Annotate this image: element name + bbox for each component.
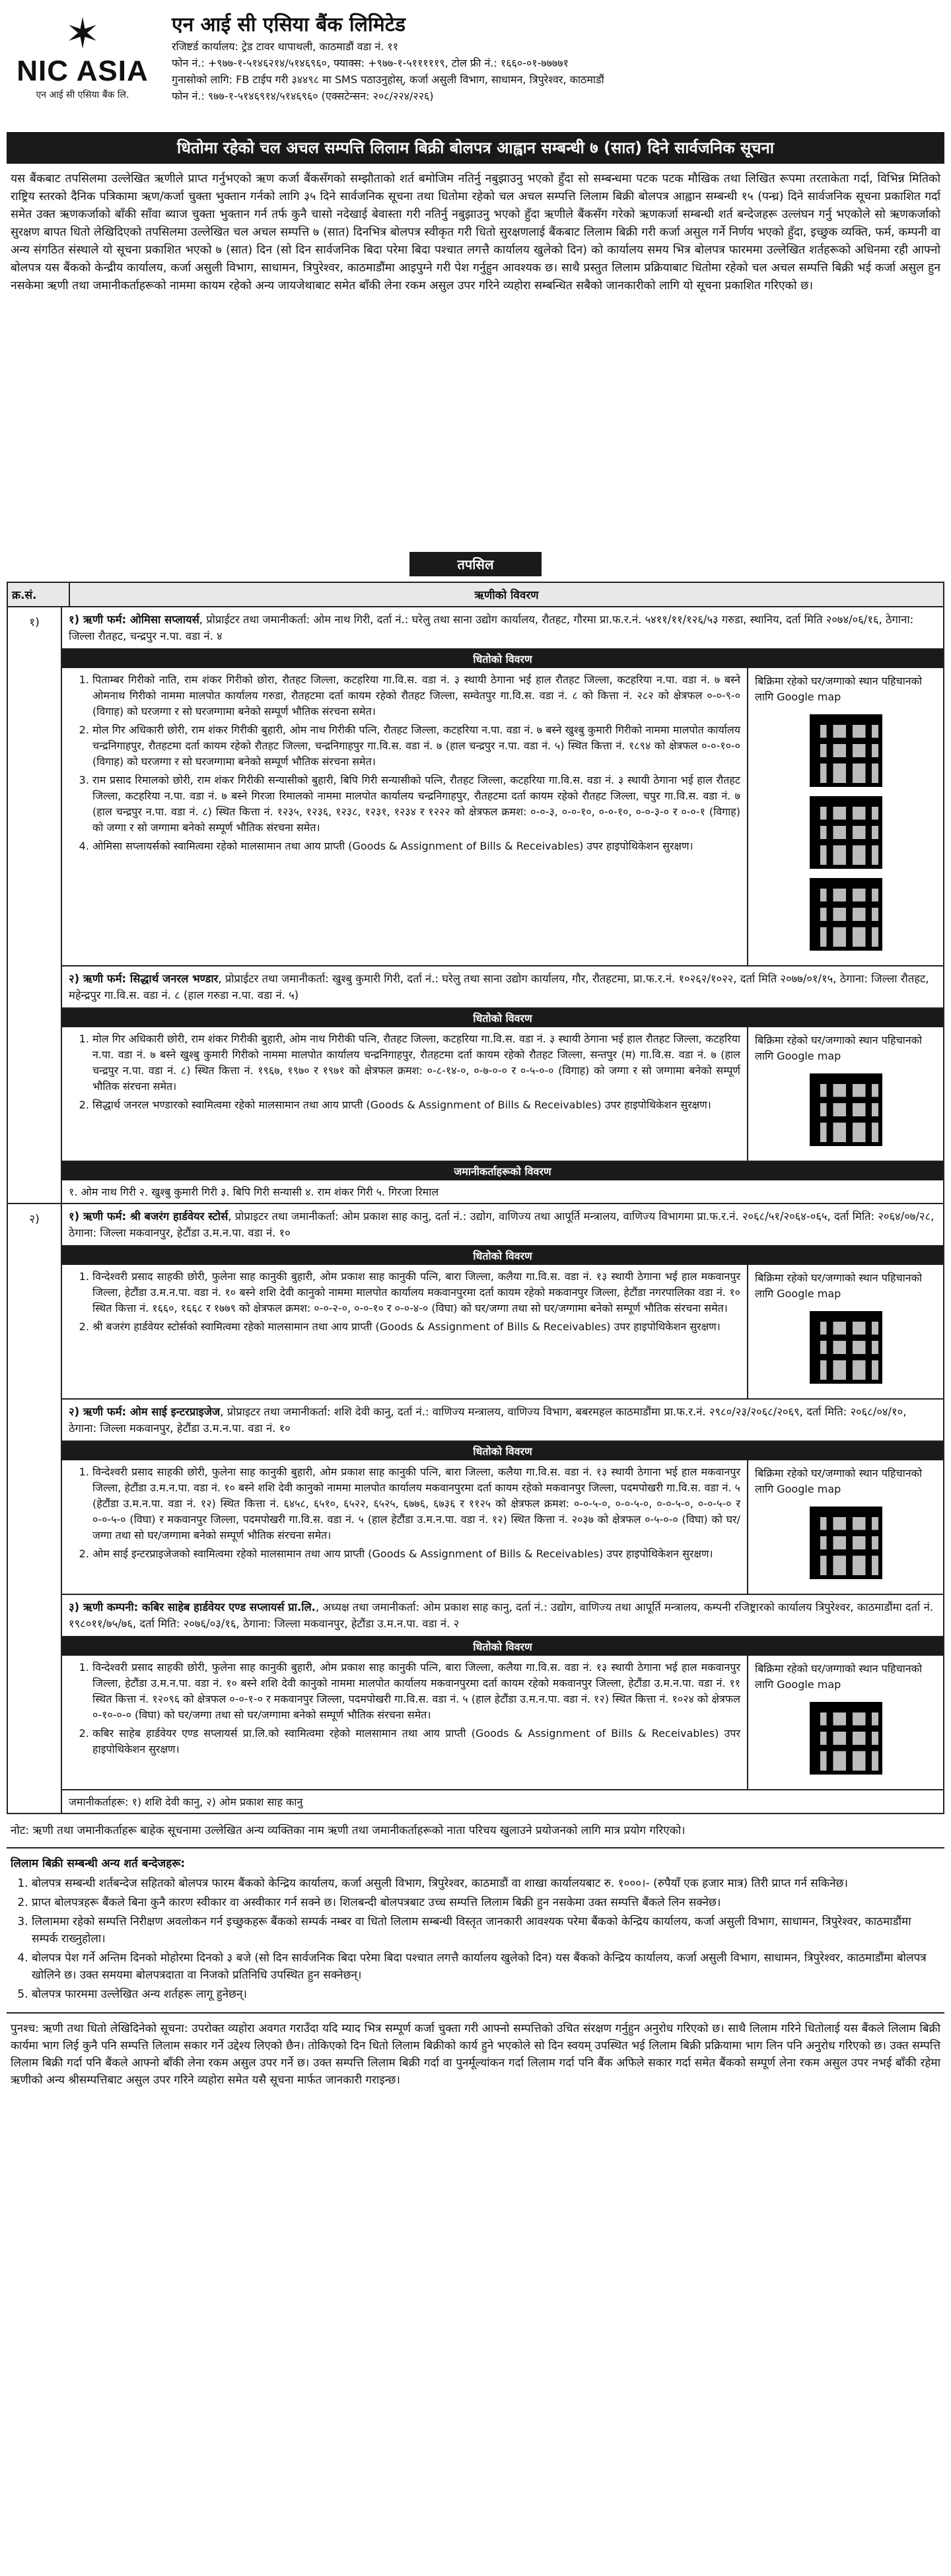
guarantor-list: जमानीकर्ताहरू: १) शशि देवी कानु, २) ओम प्रकाश साह कानु [69,1796,303,1808]
logo-text: NIC ASIA [17,55,149,87]
qr-code-icon[interactable] [810,796,882,869]
borrower-info: १) ऋणी फर्म: श्री बजरंग हार्डवेयर स्टोर्स, प्रोप्राइटर तथा जमानीकर्ता: ओम प्रकाश साह कानु, दर्ता नं.: उद्योग, वाणिज्य तथा आपूर्ति मन्त्रालय, वाणिज्य विभागमा प्रा.फ.र.नं. २०६८/५१/२०६४-०६५, दर्ता मिति: २०६४/०७/२८, ठेगाना: जिल्ला मकवानपुर, हेटौंडा उ.म.न.पा. वडा नं. १० [62,1204,943,1246]
borrower-info: २) ऋणी फर्म: सिद्धार्थ जनरल भण्डार, प्रोप्राईटर तथा जमानीकर्ता: खुश्बु कुमारी गिरी, दर्ता नं.: घरेलु तथा साना उद्योग कार्यालय, गौर, रौतहटमा, प्रा.फ.र.नं. १०२६२/१०२२, दर्ता मिति २०७७/०१/१५, ठेगाना: जिल्ला रौतहट, महेन्द्रपुर गा.वि.स. वडा नं. ८ (हाल गरुडा न.पा. वडा नं. ५) [62,966,943,1009]
bank-name: एन आई सी एसिया बैंक लिमिटेड [172,13,405,36]
collateral-item: 1. मोल गिर अधिकारी छोरी, राम शंकर गिरीकी बुहारी, ओम नाथ गिरीकी पत्नि, रौतहट जिल्ला, कटहरिया गा.वि.स. वडा नं. ३ स्थायी ठेगाना भई हाल रौतहट जिल्ला, कटहरिया न.पा. वडा नं. ७ बस्ने खुश्बु कुमारी गिरीको नाममा मालपोत कार्यालय चन्द्रनिगाहपुर, रौतहटमा दर्ता कायम रहेको रौतहट जिल्ला, सन्तपुर (म) गा.वि.स. वडा नं. ७ (हाल चन्द्रपुर न.पा. वडा नं. ८) स्थित कित्ता नं. १९६७, १९७० र १९७१ को क्षेत्रफल क्रमश: ०-८-१४-०, ०-७-०-० र ०-५-०-० (विगाह) को जग्गा र सो जग्गामा बनेको सम्पूर्ण भौतिक संरचना समेत। [92,1031,740,1095]
qr-code-icon[interactable] [810,1702,882,1775]
intro-paragraph: यस बैंकबाट तपसिलमा उल्लेखित ऋणीले प्राप्त गर्नुभएको ऋण कर्जा बैंकसँगको सम्झौताको शर्त बमोजिम नतिर्नु नबुझाउनु भएको हुँदा सो सम्बन्धमा पटक पटक मौखिक तथा लिखित रूपमा तरताकेता गर्दा, विभिन्न मितिको राष्ट्रिय स्तरको दैनिक पत्रिकामा ऋण/कर्जा चुक्ता भुक्तान गर्नको लागि ३५ दिने सार्वजनिक सूचना तथा धितोमा रहेको चल अचल सम्पत्ति लिलाम बिक्री बोलपत्र आह्वान सम्बन्धी १५ (पन्ध्र) दिने सार्वजनिक सूचना प्रकाशित गर्दा समेत उक्त ऋणकर्जाको बाँकी साँवा ब्याज चुक्ता भुक्तान गर्न तर्फ कुनै चासो नदेखाई बेवास्ता गरी नतिर्नु नबुझाउनु भएको हुँदा ऋणीले बैंकसँग गरेको ऋणकर्जा सम्बन्धी शर्त बन्देजहरू उल्लंघन गर्नु भएकोले सो ऋणकर्जाको सुरक्षण बापत धितो लेखिदिएको तपसिलमा उल्लेखित चल अचल सम्पत्ति ७ (सात) दिनभित्र बोलपत्र स्वीकृत गरी धितो सुरक्षणलाई बैंकबाट लिलाम बिक्री गरी कर्जा असुल गर्ने निर्णय भएको हुँदा, इच्छुक व्यक्ति, फर्म, कम्पनी वा अन्य संगठित संस्थाले यो सूचना प्रकाशित भएको ७ (सात) दिन (सो दिन सार्वजनिक बिदा परेमा बिदा पश्चात लगत्तै कार्यालय खुलेको दिन) को कार्यालय समय भित्र बोलपत्र फारममा उल्लेखित शर्तहरूको अधिनमा रही आफ्नो बोलपत्र यस बैंकको केन्द्रीय कार्यालय, कर्जा असुली विभाग, साधामन, त्रिपुरेश्वर, काठमाडौंमा आइपुग्ने गरी पेश गर्नुहुन आवश्यक छ। साथै प्रस्तुत लिलाम प्रक्रियाबाट धितोमा रहेको चल अचल सम्पत्ति बिक्री भई कर्जा असुल हुन नसकेमा ऋणी तथा जमानीकर्ताहरूको नाममा कायम रहेको अन्य जायजेथाबाट समेत बाँकी लेना रकम असुल उपर गरिने व्यहोरा सम्बन्धित सबैको जानकारीको लागि यो सूचना प्रकाशित गरिएको छ। [11,172,940,292]
collateral-section [62,1460,943,1595]
borrower-info: ३) ऋणी कम्पनी: कबिर साहेब हार्डवेयर एण्ड सप्लायर्स प्रा.लि., अध्यक्ष तथा जमानीकर्ता: ओम प्रकाश साह कानु, दर्ता नं.: उद्योग, वाणिज्य तथा आपूर्ति मन्त्रालय, कम्पनी रजिष्ट्रारको कार्यालय त्रिपुरेश्वर, काठमाडौंमा दर्ता नं. १९८०११/७५/७६, दर्ता मिति: २०७६/०३/१६, ठेगाना: जिल्ला मकवानपुर, हेटौंडा उ.म.न.पा. वडा नं. २ [62,1595,943,1637]
borrower-info: २) ऋणी फर्म: ओम साई इन्टरप्राइजेज, प्रोप्राइटर तथा जमानीकर्ता: शशि देवी कानु, दर्ता नं.: वाणिज्य मन्त्रालय, वाणिज्य विभाग, बबरमहल काठमाडौंमा प्रा.फ.र.नं. २९८०/२३/२०६८/२०६९, दर्ता मिति: २०६८/०४/१०, ठेगाना: जिल्ला मकवानपुर, हेटौंडा उ.म.न.पा. वडा नं. १० [62,1400,943,1442]
term-item: 5. बोलपत्र फारममा उल्लेखित अन्य शर्तहरू लागू हुनेछन्। [32,1986,940,2003]
borrower-detail: प्रोप्राईटर तथा जमानीकर्ता: खुश्बु कुमारी गिरी, दर्ता नं.: घरेलु तथा साना उद्योग कार्यालय, गौर, रौतहटमा, प्रा.फ.र.नं. १०२६२/१०२२, दर्ता मिति २०७७/०१/१५, ठेगाना: जिल्ला रौतहट, महेन्द्रपुर गा.वि.स. वडा नं. ८ (हाल गरुडा न.पा. वडा नं. ५) [69,972,929,1001]
collateral-item: 4. ओमिसा सप्लायर्सको स्वामित्वमा रहेको मालसामान तथा आय प्राप्ती (Goods & Assignment of Bills & Receivables) उपर हाइपोथिकेशन सुरक्षण। [92,838,740,854]
map-panel [748,1656,943,1789]
borrower-detail: प्रोप्राइटर तथा जमानीकर्ता: ओम प्रकाश साह कानु, दर्ता नं.: उद्योग, वाणिज्य तथा आपूर्ति मन्त्रालय, वाणिज्य विभागमा प्रा.फ.र.नं. २०६८/५१/२०६४-०६५, दर्ता मिति: २०६४/०७/२८, ठेगाना: जिल्ला मकवानपुर, हेटौंडा उ.म.न.पा. वडा नं. १० [69,1210,934,1239]
map-label: बिक्रिमा रहेको घर/जग्गाको स्थान पहिचानको लागि Google map [755,1271,923,1300]
term-item: 1. बोलपत्र सम्बन्धी शर्तबन्देज सहितको बोलपत्र फारम बैंकको केन्द्रिय कार्यालय, कर्जा असुली विभाग, त्रिपुरेश्वर, काठमाडौं वा शाखा कार्यालयबाट रु. १०००।- (रुपैयाँ एक हजार मात्र) तिरी प्राप्त गर्न सकिनेछ। [32,1875,940,1892]
tapasil-label: तपसिल [409,552,542,576]
qr-code-icon[interactable] [810,1507,882,1579]
borrower-name: १) ऋणी फर्म: श्री बजरंग हार्डवेयर स्टोर्स [69,1210,229,1223]
punascha-paragraph: पुनश्च: ऋणी तथा धितो लेखिदिनेको सूचना: उपरोक्त व्यहोरा अवगत गराउँदा यदि म्याद भित्र सम्पूर्ण कर्जा चुक्ता गरी आफ्नो सम्पत्तिको उचित संरक्षण गर्नुहुन अनुरोध गरिएको छ। साथै लिलाम गरिने धितोलाई यस बैंकले लिलाम बिक्री कार्यमा भाग लिई कुनै पनि सम्पत्ति लिलाम सकार गर्ने उद्देश्य लिएको छैन। तोकिएको दिन धितो लिलाम बिक्रीको कार्य हुने भएकोले सो दिन स्वयम् उपस्थित भई लिलाम बिक्री प्रक्रियामा भाग लिन पनि अनुरोध गरिएको छ। उक्त सम्पत्ति लिलाम बिक्री गर्दा पनि बैंकले आफ्नो बाँकी लेना रकम असुल उपर गर्ने छ। उक्त सम्पत्ति लिलाम बिक्री गर्दा वा पुनर्मूल्यांकन गर्दा लिलाम गर्दा पनि बैंक अफिले सकार गर्दा समेत बैंकको सम्पूर्ण लेना रकम असुल उपर नभई बाँकी रहेमा ऋणीको अन्य श्रीसम्पत्तिबाट असुल उपर गरिने व्यहोरा समेत यसै सूचना मार्फत जानकारी गराइन्छ। [7,2012,944,2095]
terms-title: लिलाम बिक्री सम्बन्धी अन्य शर्त बन्देजहरू: [11,1857,186,1870]
collateral-heading: धितोको विवरण [62,1442,943,1460]
collateral-item: 2. सिद्धार्थ जनरल भण्डारको स्वामित्वमा रहेको मालसामान तथा आय प्राप्ती (Goods & Assignment of Bills & Receivables) उपर हाइपोथिकेशन सुरक्षण। [92,1097,740,1113]
qr-code-icon[interactable] [810,1073,882,1146]
borrower-detail: प्रोप्राईटर तथा जमानीकर्ता: ओम नाथ गिरी, दर्ता नं.: घरेलु तथा साना उद्योग कार्यालय, रौतहट, गौरमा प्रा.फ.र.नं. ५४११/११/१२६/५३ गरुडा, स्थानिय, दर्ता मिति २०७४/०६/१६, ठेगाना: जिल्ला रौतहट, चन्द्रपुर न.पा. वडा नं. ४ [69,613,914,642]
table-row [8,1204,943,1813]
borrower-name: १) ऋणी फर्म: ओमिसा सप्लायर्स [69,613,199,626]
header-line: रजिष्टर्ड कार्यालय: ट्रेड टावर थापाथली, काठमाडौं वडा नं. ११ [172,40,399,53]
terms-section [7,1848,944,2012]
collateral-section [62,1027,943,1162]
notice-title: धितोमा रहेको चल अचल सम्पत्ति लिलाम बिक्री बोलपत्र आह्वान सम्बन्धी ७ (सात) दिने सार्वजनिक सूचना [7,132,944,164]
map-panel [748,1460,943,1594]
guarantor-list: १. ओम नाथ गिरी २. खुश्बु कुमारी गिरी ३. बिपि गिरी सन्यासी ४. राम शंकर गिरी ५. गिरजा रिमाल [69,1186,439,1198]
collateral-item: 2. ओम साई इन्टरप्राइजेजको स्वामित्वमा रहेको मालसामान तथा आय प्राप्ती (Goods & Assignment of Bills & Receivables) उपर हाइपोथिकेशन सुरक्षण। [92,1546,740,1562]
collateral-item: 3. राम प्रसाद रिमालको छोरी, राम शंकर गिरीकी सन्यासीको बुहारी, बिपि गिरी सन्यासीको पत्नि, रौतहट जिल्ला, कटहरिया गा.वि.स. वडा नं. ३ स्थायी ठेगाना भई हाल रौतहट जिल्ला, कटहरिया न.पा. वडा नं. ७ बस्ने गिरजा रिमालको नाममा मालपोत कार्यालय चन्द्रनिगाहपुर, रौतहटमा दर्ता कायम रहेको रौतहट जिल्ला, चपुर गा.वि.स. वडा नं. ७ (हाल चन्द्रपुर न.पा. वडा नं. ८) स्थित कित्ता नं. १२३५, १२३६, १२३८, १२३१, १२३४ र १२२२ को क्षेत्रफल क्रमश: ०-०-३, ०-०-१०, ०-०-१०, ०-०-३-० र ०-०-१ (विगाह) को जग्गा र सो जग्गामा बनेको सम्पूर्ण भौतिक संरचना समेत। [92,772,740,836]
note-paragraph: नोट: ऋणी तथा जमानीकर्ताहरू बाहेक सूचनामा उल्लेखित अन्य व्यक्तिका नाम ऋणी तथा जमानीकर्ताहरूको नाता परिचय खुलाउने प्रयोजनको लागि मात्र प्रयोग गरिएको। [7,1814,944,1848]
row-sn: १) [8,607,62,1203]
collateral-section [62,1265,943,1400]
term-item: 3. लिलाममा रहेको सम्पत्ति निरीक्षण अवलोकन गर्न इच्छुकहरू बैंकको सम्पर्क नम्बर वा धितो लिलाम सम्बन्धी विस्तृत जानकारी आवश्यक परेमा बैंकको केन्द्रिय कार्यालय, कर्जा असुली विभाग, साधामन, त्रिपुरेश्वर, काठमाडौंमा सम्पर्क राख्नुहोला। [32,1913,940,1948]
map-panel [748,668,943,965]
collateral-heading: धितोको विवरण [62,650,943,668]
term-item: 4. बोलपत्र पेश गर्ने अन्तिम दिनको मोहोरमा दिनको ३ बजे (सो दिन सार्वजनिक बिदा परेमा बिदा पश्चात लगत्तै कार्यालय खुलेको दिन) यस बैंकको केन्द्रिय कार्यालय, कर्जा असुली विभाग, साधामन, त्रिपुरेश्वर, काठमाडौंमा बोलपत्र खोलिने छ। उक्त समयमा बोलपत्रदाता वा निजको प्रतिनिधि उपस्थित हुन सक्नेछन्। [32,1949,940,1984]
borrower-detail: प्रोप्राइटर तथा जमानीकर्ता: शशि देवी कानु, दर्ता नं.: वाणिज्य मन्त्रालय, वाणिज्य विभाग, बबरमहल काठमाडौंमा प्रा.फ.र.नं. २९८०/२३/२०६८/२०६९, दर्ता मिति: २०६८/०४/१०, ठेगाना: जिल्ला मकवानपुर, हेटौंडा उ.म.न.पा. वडा नं. १० [69,1406,907,1435]
logo-subtext: एन आई सी एसिया बैंक लि. [36,90,129,100]
header-line: फोन नं.: ९७७-१-५१४६९१४/५१४६९६० (एक्सटेन्सन: २०८/२२४/२२६) [172,90,434,102]
term-item: 2. प्राप्त बोलपत्रहरू बैंकले बिना कुनै कारण स्वीकार वा अस्वीकार गर्न सक्ने छ। शिलबन्दी बोलपत्रबाट उच्च सम्पत्ति लिलाम बिक्री हुन नसकेमा उक्त सम्पत्ति बैंकले लिन सक्नेछ। [32,1894,940,1911]
notice-page [7,0,944,2095]
borrower-table [7,582,944,1814]
borrower-name: २) ऋणी फर्म: सिद्धार्थ जनरल भण्डार [69,972,219,985]
collateral-heading: धितोको विवरण [62,1246,943,1265]
header-sn: क्र.सं. [8,583,70,606]
header-info [158,9,604,104]
table-row [8,607,943,1204]
map-panel [748,1265,943,1398]
map-label: बिक्रिमा रहेको घर/जग्गाको स्थान पहिचानको लागि Google map [755,1467,923,1495]
collateral-heading: धितोको विवरण [62,1009,943,1027]
collateral-item: 2. मोल गिर अधिकारी छोरी, राम शंकर गिरीकी बुहारी, ओम नाथ गिरीकी पत्नि, रौतहट जिल्ला, कटहरिया न.पा. वडा नं. ७ बस्ने खुश्बु कुमारी गिरीको नाममा मालपोत कार्यालय चन्द्रनिगाहपुर, रौतहटमा दर्ता कायम रहेको रौतहट जिल्ला, चन्द्रनिगाहपुर गा.वि.स. वडा नं. ७ (हाल चन्द्रपुर न.पा. वडा नं. ५) स्थित कित्ता नं. १८९४ को क्षेत्रफल ०-०-१०-० (विगाह) को घरजग्गा र सो घरजग्गामा बनेको सम्पूर्ण भौतिक संरचना समेत। [92,722,740,770]
collateral-item: 1. विन्देश्वरी प्रसाद साहकी छोरी, फुलेना साह कानुकी बुहारी, ओम प्रकाश साह कानुकी पत्नि, बारा जिल्ला, कलैया गा.वि.स. वडा नं. १३ स्थायी ठेगाना भई हाल मकवानपुर जिल्ला, हेटौंडा उ.म.न.पा. वडा नं. १० बस्ने शशि देवी कानुको नाममा मालपोत कार्यालय मकवानपुरमा दर्ता कायम रहेको मकवानपुर जिल्ला, हेटौंडा उ.म.न.पा. वडा नं. ११ स्थित कित्ता नं. १२०९६ को क्षेत्रफल ०-०-१-० र मकवानपुर जिल्ला, पदमपोखरी गा.वि.स. वडा नं. ५ (हाल हेटौंडा उ.म.न.पा. वडा नं. १२) स्थित कित्ता नं. १०२४ को क्षेत्रफल ०-१०-०-० (विघा) को घर/जग्गा तथा सो घर/जग्गामा बनेको सम्पूर्ण भौतिक संरचना समेत। [92,1660,740,1723]
collateral-item: 1. पिताम्बर गिरीको नाति, राम शंकर गिरीको छोरा, रौतहट जिल्ला, कटहरिया गा.वि.स. वडा नं. ३ स्थायी ठेगाना भई हाल रौतहट जिल्ला, कटहरिया न.पा. वडा नं. ७ बस्ने ओमनाथ गिरीको नाममा मालपोत कार्यालय गरुडा, रौतहटमा दर्ता कायम रहेको रौतहट जिल्ला, सम्वेतपुर गा.वि.स. वडा नं. ८ को कित्ता नं. २८२ को क्षेत्रफल ०-०-९-० (विगाह) को घरजग्गा र सो घरजग्गामा बनेको सम्पूर्ण भौतिक संरचना समेत। [92,672,740,720]
collateral-item: 2. श्री बजरंग हार्डवेयर स्टोर्सको स्वामित्वमा रहेको मालसामान तथा आय प्राप्ती (Goods & Assignment of Bills & Receivables) उपर हाइपोथिकेशन सुरक्षण। [92,1319,740,1335]
header-line: गुनासोको लागि: FB टाईप गरी ३४४९८ मा SMS पठाउनुहोस्, कर्जा असुली विभाग, साधामन, त्रिपुरेश्वर, काठमाडौं [172,73,604,86]
borrower-name: २) ऋणी फर्म: ओम साई इन्टरप्राइजेज [69,1406,221,1418]
borrower-info: १) ऋणी फर्म: ओमिसा सप्लायर्स, प्रोप्राईटर तथा जमानीकर्ता: ओम नाथ गिरी, दर्ता नं.: घरेलु तथा साना उद्योग कार्यालय, रौतहट, गौरमा प्रा.फ.र.नं. ५४११/११/१२६/५३ गरुडा, स्थानिय, दर्ता मिति २०७४/०६/१६, ठेगाना: जिल्ला रौतहट, चन्द्रपुर न.पा. वडा नं. ४ [62,607,943,650]
map-label: बिक्रिमा रहेको घर/जग्गाको स्थान पहिचानको लागि Google map [755,1034,923,1062]
header [7,9,944,128]
qr-code-icon[interactable] [810,714,882,787]
bank-logo [7,9,158,101]
borrower-name: ३) ऋणी कम्पनी: कबिर साहेब हार्डवेयर एण्ड सप्लायर्स प्रा.लि. [69,1601,316,1613]
header-title: ऋणीको विवरण [474,589,539,602]
star-logo-icon: ✶ [65,10,100,59]
collateral-item: 2. कबिर साहेब हार्डवेयर एण्ड सप्लायर्स प्रा.लि.को स्वामित्वमा रहेको मालसामान तथा आय प्राप्ती (Goods & Assignment of Bills & Receivables) उपर हाइपोथिकेशन सुरक्षण। [92,1726,740,1757]
map-label: बिक्रिमा रहेको घर/जग्गाको स्थान पहिचानको लागि Google map [755,675,923,703]
guarantor-heading: जमानीकर्ताहरूको विवरण [62,1162,943,1180]
collateral-section [62,1656,943,1790]
collateral-item: 1. विन्देश्वरी प्रसाद साहकी छोरी, फुलेना साह कानुकी बुहारी, ओम प्रकाश साह कानुकी पत्नि, बारा जिल्ला, कलैया गा.वि.स. वडा नं. १३ स्थायी ठेगाना भई हाल मकवानपुर जिल्ला, हेटौंडा उ.म.न.पा. वडा नं. १० बस्ने शशि देवी कानुको नाममा मालपोत कार्यालय मकवानपुरमा दर्ता कायम रहेको मकवानपुर जिल्ला, पदमपोखरी गा.वि.स. वडा नं. ५ (हेटौंडा उ.म.न.पा. वडा नं. १२) स्थित कित्ता नं. ६४५८, ६५१०, ६५२२, ६५२५, ६७७६, ६७३६ र ११२५ को क्षेत्रफल क्रमश: ०-०-५-०, ०-०-५-०, ०-०-५-०, ०-०-५-० र ०-०-५-० (विघा) र मकवानपुर जिल्ला, पदमपोखरी गा.वि.स. वडा नं. ५ (हाल हेटौंडा उ.म.न.पा. वडा नं. १२) स्थित कित्ता नं. २०३७ को क्षेत्रफल ०-५-०-० (विघा) को घर/जग्गा तथा सो घर/जग्गामा बनेको सम्पूर्ण भौतिक संरचना समेत। [92,1464,740,1543]
borrower-detail: अध्यक्ष तथा जमानीकर्ता: ओम प्रकाश साह कानु, दर्ता नं.: उद्योग, वाणिज्य तथा आपूर्ति मन्त्रालय, कम्पनी रजिष्ट्रारको कार्यालय त्रिपुरेश्वर, काठमाडौंमा दर्ता नं. १९८०११/७५/७६, दर्ता मिति: २०७६/०३/१६, ठेगाना: जिल्ला मकवानपुर, हेटौंडा उ.म.न.पा. वडा नं. २ [69,1601,933,1630]
qr-code-icon[interactable] [810,878,882,951]
row-body [62,607,943,1203]
collateral-item: 1. विन्देश्वरी प्रसाद साहकी छोरी, फुलेना साह कानुकी बुहारी, ओम प्रकाश साह कानुकी पत्नि, बारा जिल्ला, कलैया गा.वि.स. वडा नं. १३ स्थायी ठेगाना भई हाल मकवानपुर जिल्ला, हेटौंडा उ.म.न.पा. वडा नं. १० बस्ने शशि देवी कानुको नाममा मालपोत कार्यालय मकवानपुरमा दर्ता कायम रहेको मकवानपुर जिल्ला, हेटौंडा नगरपालिका वडा नं. १० स्थित कित्ता नं. १६६०, १६६८ र १७७९ को क्षेत्रफल क्रमश: ०-०-२-०, ०-०-१० र ०-०-४-० (विघा) को घर/जग्गा तथा सो घर/जग्गामा बनेको सम्पूर्ण भौतिक संरचना समेत। [92,1269,740,1316]
row-sn: २) [8,1204,62,1813]
row-body [62,1204,943,1813]
collateral-heading: धितोको विवरण [62,1637,943,1656]
header-line: फोन नं.: +९७७-१-५१४६२१४/५१४६९६०, फ्याक्स: +९७७-१-५१११११९, टोल फ्री नं.: १६६०-०१-७७७७१ [172,57,569,69]
qr-code-icon[interactable] [810,1311,882,1384]
map-panel [748,1027,943,1161]
map-label: बिक्रिमा रहेको घर/जग्गाको स्थान पहिचानको लागि Google map [755,1662,923,1691]
table-header [8,583,943,607]
collateral-section [62,668,943,966]
